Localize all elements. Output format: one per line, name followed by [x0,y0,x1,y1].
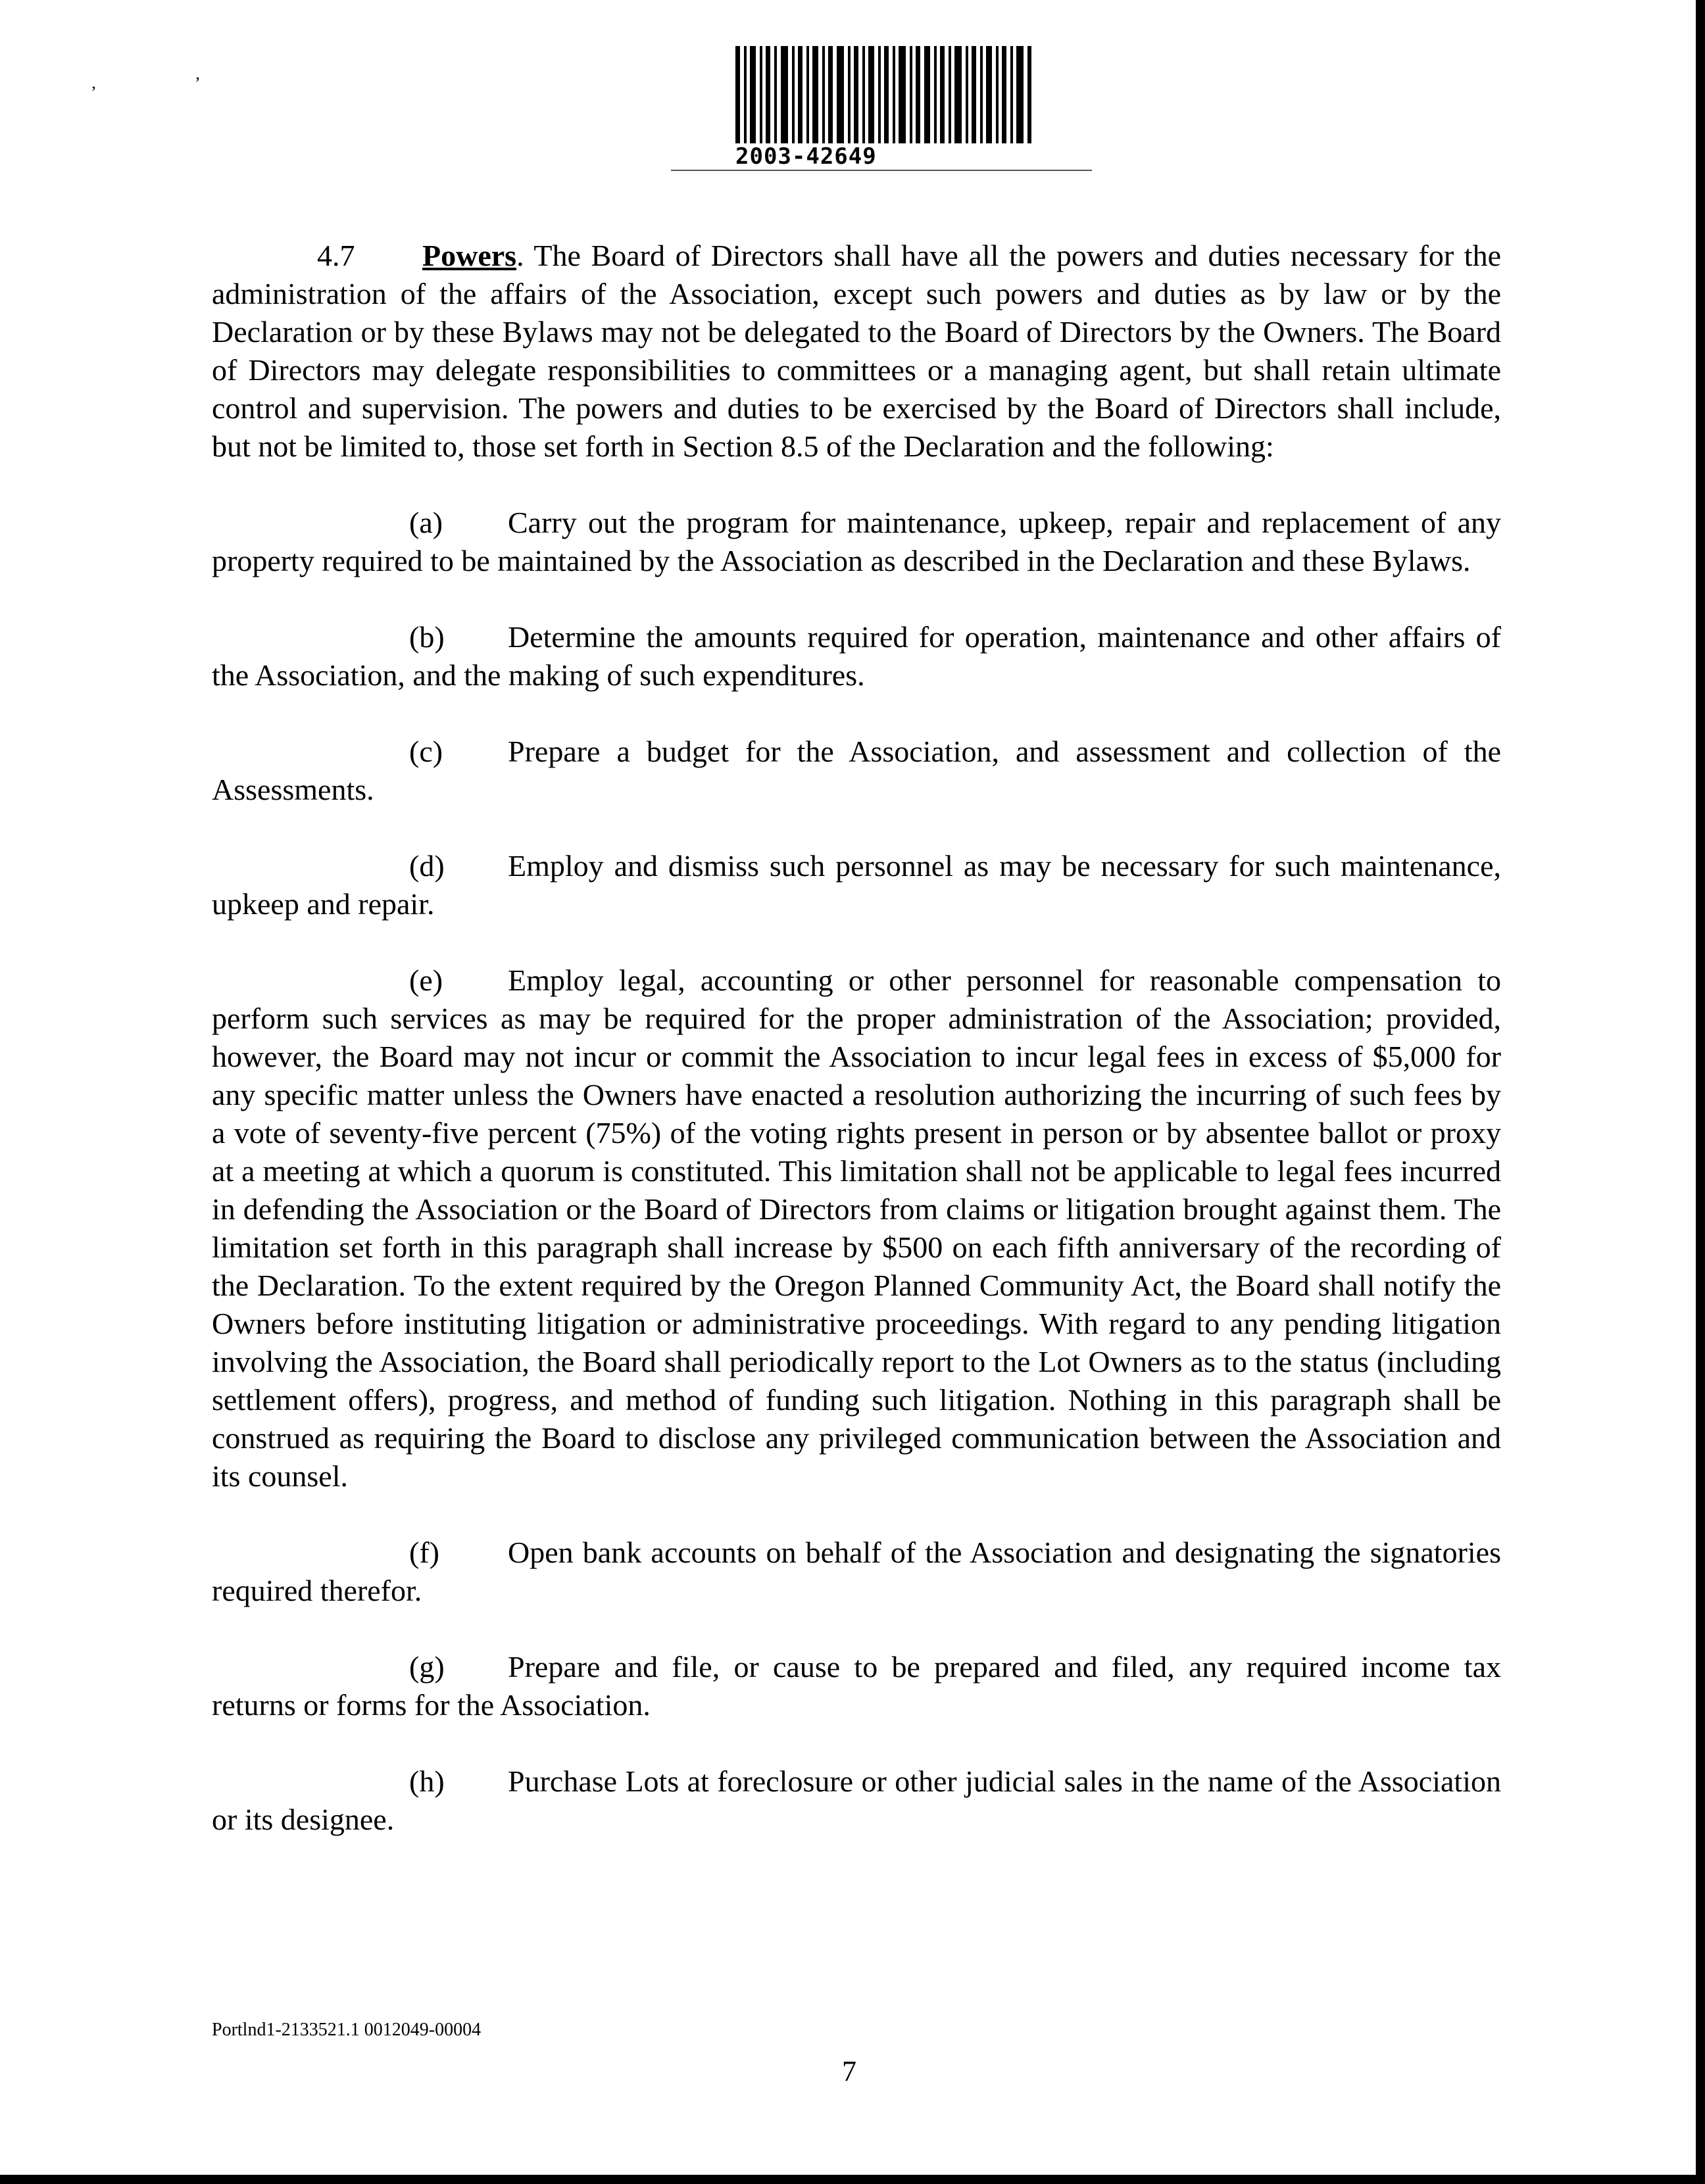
scan-speck: ’ [195,74,201,93]
scan-border-right [1696,0,1705,2184]
item-label: (a) [409,506,443,539]
list-item [212,504,1501,580]
barcode-icon [735,46,1031,143]
item-label: (g) [409,1650,445,1684]
item-text: Carry out the program for maintenance, upkeep, repair and replacement of any property required to be maintained by the Association as described in the Declaration and these Bylaws. [212,506,1501,577]
list-item [212,733,1501,809]
item-text: Purchase Lots at foreclosure or other judicial sales in the name of the Association or its designee. [212,1764,1501,1836]
scan-speck: ’ [91,83,97,102]
document-reference: Portlnd1-2133521.1 0012049-00004 [212,2020,482,2040]
section-intro-text: The Board of Directors shall have all the powers and duties necessary for the administration of the affairs of the Association, except such powers and duties as by law or by the Declaration or by these Bylaws may not be delegated to the Board of Directors by the Owners. The Board of Directors may delegate responsibilities to committees or a managing agent, but shall retain ultimate control and supervision. The powers and duties to be exercised by the Board of Directors shall include, but not be limited to, those set forth in Section 8.5 of the Declaration and the following: [212,239,1501,463]
section-number: 4.7 [317,239,355,272]
item-label: (b) [409,620,445,654]
item-text: Employ legal, accounting or other personnel for reasonable compensation to perform such services as may be required for the proper administration of the Association; provided, however, the Board may not incur or commit the Association to incur legal fees in excess of $5,000 for any specific matter unless the Owners have enacted a resolution authorizing the incurring of such fees by a vote of seventy-five percent (75%) of the voting rights present in person or by absentee ballot or proxy at a meeting at which a quorum is constituted. This limitation shall not be applicable to legal fees incurred in defending the Association or the Board of Directors from claims or litigation brought against them. The limitation set forth in this paragraph shall increase by $500 on each fifth anniversary of the recording of the Declaration. To the extent required by the Oregon Planned Community Act, the Board shall notify the Owners before instituting litigation or administrative proceedings. With regard to any pending litigation involving the Association, the Board shall periodically report to the Lot Owners as to the status (including settlement offers), progress, and method of funding such litigation. Nothing in this paragraph shall be construed as requiring the Board to disclose any privileged communication between the Association and its counsel. [212,963,1501,1493]
item-text: Prepare a budget for the Association, and assessment and collection of the Assessments. [212,735,1501,806]
item-label: (d) [409,849,445,883]
list-item [212,1762,1501,1839]
recording-number: 2003-42649 [735,143,877,170]
item-text: Prepare and file, or cause to be prepared and filed, any required income tax returns or forms for the Association. [212,1650,1501,1722]
page-number: 7 [842,2055,856,2087]
item-label: (f) [409,1536,439,1569]
scan-border-bottom [0,2175,1705,2184]
section-heading: Powers [422,239,517,272]
section-paragraph [212,237,1501,466]
list-item [212,1534,1501,1610]
item-label: (h) [409,1764,445,1798]
recording-barcode [735,46,1031,170]
item-label: (e) [409,963,443,997]
item-text: Open bank accounts on behalf of the Association and designating the signatories required therefor. [212,1536,1501,1607]
item-text: Employ and dismiss such personnel as may be necessary for such maintenance, upkeep and repair. [212,849,1501,921]
list-item [212,847,1501,923]
list-item [212,1648,1501,1724]
document-body [212,237,1501,1839]
barcode-underline [671,170,1092,171]
list-item [212,618,1501,694]
section-heading-period: . [516,239,524,272]
item-text: Determine the amounts required for operation, maintenance and other affairs of the Association, and the making of such expenditures. [212,620,1501,692]
item-label: (c) [409,735,443,768]
list-item [212,961,1501,1495]
